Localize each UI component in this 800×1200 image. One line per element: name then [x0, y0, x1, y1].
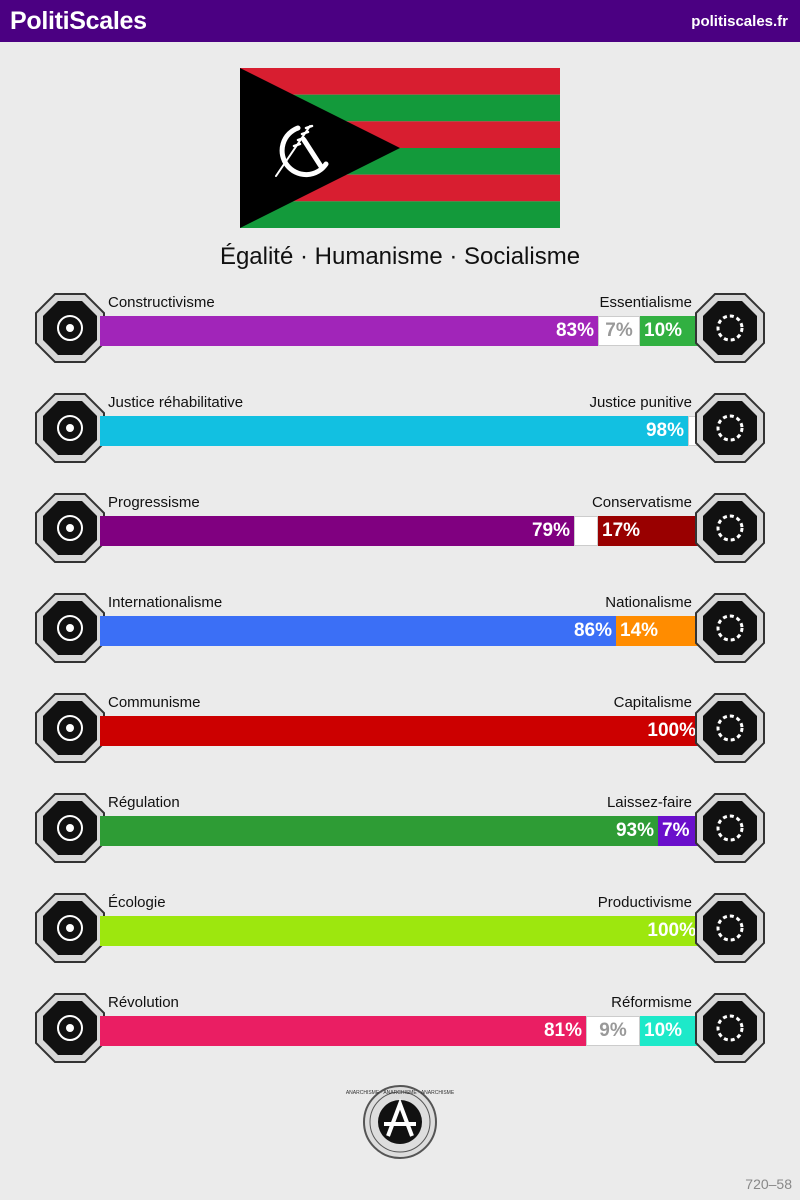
- bar-segment-left: 81%: [100, 1016, 586, 1046]
- axis-row-3: [0, 486, 800, 566]
- ruler-icon: [34, 792, 106, 864]
- bar-segment-left: 83%: [100, 316, 598, 346]
- hammer-sickle-icon: [34, 692, 106, 764]
- app-header: [0, 0, 800, 42]
- axis-bar: [100, 616, 700, 646]
- bar-segment-right: 17%: [598, 516, 700, 546]
- axis-right-label: Laissez-faire: [606, 794, 692, 811]
- axis-right-label: Réformisme: [611, 994, 692, 1011]
- axis-left-label: Régulation: [108, 794, 180, 811]
- axis-bar: [100, 916, 700, 946]
- axis-row-1: [0, 286, 800, 366]
- bar-segment-right: 10%: [640, 316, 700, 346]
- axis-right-label: Nationalisme: [605, 594, 692, 611]
- axis-row-4: [0, 586, 800, 666]
- flower-icon: [694, 292, 766, 364]
- axis-bar: [100, 1016, 700, 1046]
- result-flag: [240, 68, 560, 228]
- bar-segment-left: 79%: [100, 516, 574, 546]
- result-code: 720–58: [745, 1176, 792, 1192]
- seal-text: ANARCHISME · ANARCHISME · ANARCHISME: [345, 1090, 455, 1096]
- sprout-icon: [34, 892, 106, 964]
- axis-row-5: [0, 686, 800, 766]
- flag-icon: [694, 592, 766, 664]
- axis-left-label: Communisme: [108, 694, 201, 711]
- bar-segment-neutral: 7%: [598, 316, 640, 346]
- bar-segment-left: 86%: [100, 616, 616, 646]
- axis-bar: [100, 516, 700, 546]
- bar-segment-left: 93%: [100, 816, 658, 846]
- flag-stripe: [240, 201, 560, 228]
- eye-icon: [34, 292, 106, 364]
- axis-left-label: Constructivisme: [108, 294, 215, 311]
- bar-segment-left: 100%: [100, 716, 700, 746]
- site-link[interactable]: politiscales.fr: [691, 13, 788, 30]
- axis-bar: [100, 816, 700, 846]
- bar-segment-left: 98%: [100, 416, 688, 446]
- parliament-icon: [694, 992, 766, 1064]
- axis-row-8: [0, 986, 800, 1066]
- axis-bar: [100, 316, 700, 346]
- axis-left-label: Écologie: [108, 894, 166, 911]
- globe-icon: [34, 592, 106, 664]
- axis-right-label: Capitalisme: [613, 694, 692, 711]
- axis-right-label: Justice punitive: [589, 394, 692, 411]
- bar-segment-right: 14%: [616, 616, 700, 646]
- axis-right-label: Essentialisme: [599, 294, 692, 311]
- axis-row-6: [0, 786, 800, 866]
- axis-right-label: Conservatisme: [591, 494, 692, 511]
- axis-row-7: [0, 886, 800, 966]
- bar-segment-right: 7%: [658, 816, 700, 846]
- axis-row-2: [0, 386, 800, 466]
- anarchy-seal: [345, 1084, 455, 1160]
- brand-title[interactable]: PolitiScales: [10, 7, 147, 35]
- axis-left-label: Révolution: [108, 994, 179, 1011]
- butterfly-icon: [694, 792, 766, 864]
- axis-left-label: Progressisme: [108, 494, 200, 511]
- bar-segment-left: 100%: [100, 916, 700, 946]
- bar-segment-neutral: 9%: [586, 1016, 640, 1046]
- rocket-icon: [34, 492, 106, 564]
- axis-right-label: Productivisme: [597, 894, 692, 911]
- axis-bar: [100, 416, 700, 446]
- fist-icon: [34, 992, 106, 1064]
- axis-bar: [100, 716, 700, 746]
- gear-icon: [694, 892, 766, 964]
- motto-slogan: Égalité · Humanisme · Socialisme: [219, 243, 581, 270]
- handshake-icon: [34, 392, 106, 464]
- prison-bars-icon: [694, 392, 766, 464]
- quill-icon: [694, 492, 766, 564]
- flag-stripe: [240, 68, 560, 95]
- axis-left-label: Internationalisme: [108, 594, 223, 611]
- bar-segment-right: 10%: [640, 1016, 700, 1046]
- bar-segment-neutral: [574, 516, 598, 546]
- axis-left-label: Justice réhabilitative: [108, 394, 244, 411]
- money-bag-icon: [694, 692, 766, 764]
